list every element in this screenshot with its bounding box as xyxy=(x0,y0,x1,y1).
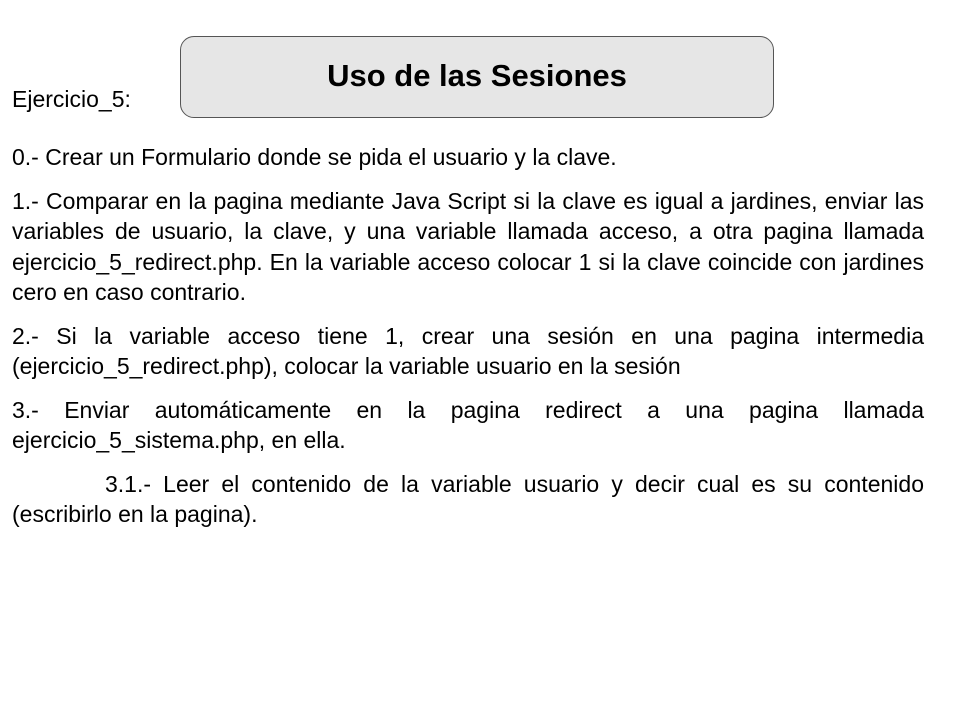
exercise-content xyxy=(12,142,924,543)
slide-title: Uso de las Sesiones xyxy=(327,58,627,93)
step-3-text: 3.- Enviar automáticamente en la pagina redirect a una pagina llamada ejercicio_5_sistema.php, en ella. xyxy=(12,396,924,453)
step-2-text: 2.- Si la variable acceso tiene 1, crear una sesión en una pagina intermedia (ejercicio_5_redirect.php), colocar la variable usuario en la sesión xyxy=(12,322,924,379)
step-0-text: 0.- Crear un Formulario donde se pida el usuario y la clave. xyxy=(12,144,617,170)
slide-title-wrapper xyxy=(0,56,960,96)
step-3-1-text: 3.1.- Leer el contenido de la variable usuario y decir cual es su contenido (escribirlo en la pagina). xyxy=(12,470,924,527)
step-1-text: 1.- Comparar en la pagina mediante Java Script si la clave es igual a jardines, enviar las variables de usuario, la clave, y una variable llamada acceso, a otra pagina llamada ejercicio_5_redirect.php. En la variable acceso colocar 1 si la clave coincide con jardines cero en caso contrario. xyxy=(12,187,924,305)
exercise-label: Ejercicio_5: xyxy=(12,86,131,112)
